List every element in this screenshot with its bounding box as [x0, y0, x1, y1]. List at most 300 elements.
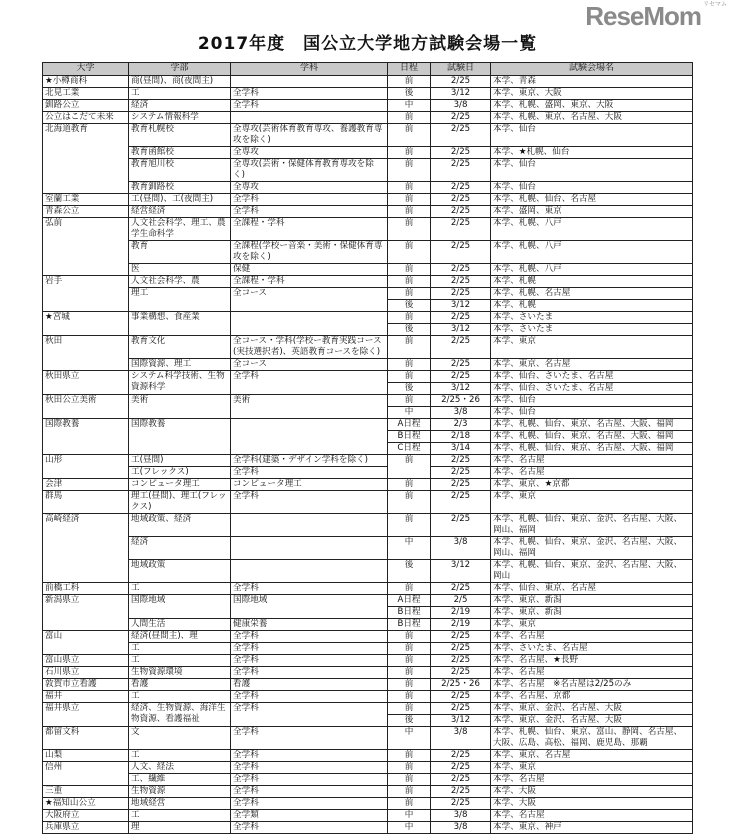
cell-exam-date: 3/8	[431, 537, 491, 560]
cell-exam-date: 3/8	[431, 810, 491, 822]
cell-venue: 本学、大阪	[491, 786, 693, 798]
cell-faculty: 工	[129, 655, 231, 667]
table-row	[43, 371, 693, 383]
cell-university: 青森公立	[43, 206, 129, 218]
cell-university: 秋田県立	[43, 371, 129, 395]
cell-department: 全学科	[231, 631, 388, 643]
cell-schedule: 中	[388, 537, 431, 560]
cell-venue: 本学、仙台、東京、名古屋	[491, 583, 693, 595]
cell-department: 全学科	[231, 691, 388, 703]
cell-department: 美術	[231, 395, 388, 419]
cell-faculty: 教育旭川校	[129, 159, 231, 182]
cell-schedule: B日程	[388, 431, 431, 443]
cell-venue: 本学、東京	[491, 619, 693, 631]
cell-venue: 本学、名古屋、京都	[491, 691, 693, 703]
cell-exam-date: 2/25	[431, 479, 491, 491]
cell-venue: 本学、札幌、仙台、東京、名古屋、大阪、福岡	[491, 419, 693, 431]
cell-schedule: 前	[388, 395, 431, 407]
cell-exam-date: 2/25	[431, 667, 491, 679]
cell-department: 全専攻	[231, 147, 388, 159]
cell-faculty: 人文社会科学、農	[129, 276, 231, 288]
cell-faculty: 人間生活	[129, 619, 231, 631]
cell-department: 全学科	[231, 727, 388, 750]
cell-schedule: 後	[388, 300, 431, 312]
cell-exam-date: 3/8	[431, 822, 491, 834]
cell-venue: 本学、青森	[491, 76, 693, 88]
cell-venue: 本学、札幌、仙台、東京、金沢、名古屋、大阪、岡山、福岡	[491, 537, 693, 560]
cell-venue: 本学、東京、金沢、名古屋、大阪	[491, 703, 693, 715]
cell-schedule: B日程	[388, 607, 431, 619]
cell-venue: 本学、仙台	[491, 407, 693, 419]
cell-exam-date: 3/12	[431, 715, 491, 727]
table-row	[43, 112, 693, 124]
cell-university: 秋田	[43, 336, 129, 371]
header-department: 学科	[231, 63, 388, 76]
cell-department: 全学科	[231, 100, 388, 112]
cell-faculty: 教育釧路校	[129, 182, 231, 194]
cell-schedule: 前	[388, 112, 431, 124]
cell-venue: 本学、名古屋	[491, 667, 693, 679]
table-row	[43, 182, 693, 194]
cell-faculty: 教育	[129, 241, 231, 264]
cell-venue: 本学、名古屋	[491, 455, 693, 467]
cell-faculty: 工	[129, 88, 231, 100]
cell-university: 北海道教育	[43, 124, 129, 194]
cell-university: 新潟県立	[43, 595, 129, 631]
cell-venue: 本学、札幌、八戸	[491, 218, 693, 241]
cell-venue: 本学、札幌、仙台、名古屋	[491, 194, 693, 206]
cell-schedule: 前	[388, 194, 431, 206]
header-venue: 試験会場名	[491, 63, 693, 76]
cell-venue: 本学、仙台	[491, 395, 693, 407]
cell-schedule: 前	[388, 774, 431, 786]
cell-venue: 本学、仙台	[491, 159, 693, 182]
table-row	[43, 514, 693, 537]
table-row	[43, 218, 693, 241]
cell-exam-date: 2/25	[431, 336, 491, 359]
cell-department: 全学科	[231, 667, 388, 679]
cell-schedule: 前	[388, 691, 431, 703]
cell-schedule: 前	[388, 750, 431, 762]
table-row	[43, 241, 693, 264]
cell-schedule: 前	[388, 655, 431, 667]
cell-venue: 本学、東京、金沢、名古屋、大阪	[491, 715, 693, 727]
cell-university: 山梨	[43, 750, 129, 762]
cell-department: 保健	[231, 264, 388, 276]
cell-venue: 本学、東京	[491, 336, 693, 359]
cell-department	[231, 537, 388, 560]
cell-faculty: 経済(昼間主)、理	[129, 631, 231, 643]
cell-department: 全学科	[231, 206, 388, 218]
cell-exam-date: 2/25・26	[431, 679, 491, 691]
cell-department: 全学科	[231, 703, 388, 727]
cell-schedule: A日程	[388, 419, 431, 431]
table-row	[43, 595, 693, 607]
cell-venue: 本学、東京、神戸	[491, 822, 693, 834]
cell-university: ★宮城	[43, 312, 129, 336]
cell-department: 全学科	[231, 750, 388, 762]
cell-schedule: 前	[388, 241, 431, 264]
cell-exam-date: 2/5	[431, 595, 491, 607]
table-row	[43, 88, 693, 100]
cell-faculty: 工(昼間)、工(夜間主)	[129, 194, 231, 206]
cell-venue: 本学、東京、★京都	[491, 479, 693, 491]
logo-kana: リセマム	[703, 2, 727, 8]
cell-schedule: 中	[388, 810, 431, 822]
cell-university: ★福知山公立	[43, 798, 129, 810]
cell-department: 全専攻	[231, 182, 388, 194]
cell-schedule: B日程	[388, 619, 431, 631]
cell-faculty: システム科学技術、生物資源科学	[129, 371, 231, 395]
cell-exam-date: 3/8	[431, 100, 491, 112]
cell-venue: 本学、札幌、仙台、東京、富山、静岡、名古屋、大阪、広島、高松、福岡、鹿児島、那覇	[491, 727, 693, 750]
table-row	[43, 159, 693, 182]
cell-faculty: 工	[129, 750, 231, 762]
table-body	[43, 76, 693, 834]
cell-exam-date: 2/25	[431, 643, 491, 655]
cell-exam-date: 2/25	[431, 631, 491, 643]
cell-university: 福井	[43, 691, 129, 703]
cell-faculty: 経済	[129, 100, 231, 112]
cell-schedule: 前	[388, 703, 431, 715]
cell-department: 全学科	[231, 655, 388, 667]
table-row	[43, 359, 693, 371]
cell-exam-date: 2/25	[431, 762, 491, 774]
cell-venue: 本学、★札幌、仙台	[491, 147, 693, 159]
cell-exam-date: 2/25	[431, 514, 491, 537]
table-row	[43, 264, 693, 276]
cell-exam-date: 2/25	[431, 241, 491, 264]
cell-university: 会津	[43, 479, 129, 491]
page-title: 2017年度 国公立大学地方試験会場一覧	[197, 34, 538, 54]
table-row	[43, 491, 693, 514]
cell-schedule: 前	[388, 786, 431, 798]
cell-venue: 本学、名古屋	[491, 631, 693, 643]
table-row	[43, 419, 693, 431]
cell-schedule: 中	[388, 407, 431, 419]
cell-schedule: A日程	[388, 595, 431, 607]
cell-faculty: 商(昼間)、商(夜間主)	[129, 76, 231, 88]
cell-exam-date: 2/25	[431, 750, 491, 762]
cell-university: 釧路公立	[43, 100, 129, 112]
cell-exam-date: 2/25	[431, 703, 491, 715]
cell-exam-date: 3/12	[431, 324, 491, 336]
cell-venue: 本学、東京、新潟	[491, 607, 693, 619]
cell-venue: 本学、名古屋	[491, 467, 693, 479]
cell-faculty: 工	[129, 810, 231, 822]
cell-department: 全専攻(芸術・保健体育教育専攻を除く)	[231, 159, 388, 182]
cell-department: 全課程・学科	[231, 276, 388, 288]
cell-venue: 本学、札幌、名古屋	[491, 288, 693, 300]
cell-venue: 本学、札幌、仙台、東京、金沢、名古屋、大阪、岡山	[491, 560, 693, 583]
cell-exam-date: 2/25	[431, 691, 491, 703]
cell-department: 全コース	[231, 359, 388, 371]
cell-department	[231, 560, 388, 583]
cell-exam-date: 2/25	[431, 206, 491, 218]
table-row	[43, 583, 693, 595]
cell-venue: 本学、名古屋	[491, 810, 693, 822]
cell-venue: 本学、東京、新潟	[491, 595, 693, 607]
cell-faculty: 工、繊維	[129, 774, 231, 786]
cell-venue: 本学、東京	[491, 762, 693, 774]
cell-university: 敦賀市立看護	[43, 679, 129, 691]
table-row	[43, 810, 693, 822]
cell-schedule: 前	[388, 206, 431, 218]
cell-faculty: 工(昼間)	[129, 455, 231, 467]
cell-schedule: 前	[388, 631, 431, 643]
cell-exam-date: 2/3	[431, 419, 491, 431]
cell-schedule: 前	[388, 679, 431, 691]
cell-schedule: 前	[388, 276, 431, 288]
cell-venue: 本学、仙台	[491, 182, 693, 194]
cell-department: 全課程(学校ー音楽・美術・保健体育専攻を除く)	[231, 241, 388, 264]
cell-exam-date: 3/8	[431, 727, 491, 750]
cell-exam-date: 3/14	[431, 443, 491, 455]
table-row	[43, 288, 693, 300]
header-row	[43, 63, 693, 76]
logo-text: ReseMom	[585, 1, 702, 31]
cell-department: 全学科	[231, 822, 388, 834]
cell-department	[231, 312, 388, 336]
cell-faculty: 事業構想、食産業	[129, 312, 231, 336]
cell-university: ★小樽商科	[43, 76, 129, 88]
cell-university: 群馬	[43, 491, 129, 514]
header-university: 大学	[43, 63, 129, 76]
cell-venue: 本学、札幌、東京、名古屋、大阪	[491, 112, 693, 124]
cell-exam-date: 2/25	[431, 182, 491, 194]
cell-university: 山形	[43, 455, 129, 479]
cell-exam-date: 2/25	[431, 359, 491, 371]
cell-department: 全学科	[231, 88, 388, 100]
cell-schedule: 後	[388, 715, 431, 727]
cell-university: 三重	[43, 786, 129, 798]
cell-venue: 本学、札幌	[491, 300, 693, 312]
cell-venue: 本学、仙台	[491, 124, 693, 147]
cell-schedule: 前	[388, 643, 431, 655]
cell-department: 全専攻(芸術体育教育専攻、養護教育専攻を除く)	[231, 124, 388, 147]
table-row	[43, 691, 693, 703]
cell-faculty: 工	[129, 643, 231, 655]
cell-university: 石川県立	[43, 667, 129, 679]
cell-faculty: 経営経済	[129, 206, 231, 218]
cell-exam-date: 2/25	[431, 288, 491, 300]
cell-faculty: コンピュータ理工	[129, 479, 231, 491]
cell-schedule: 前	[388, 76, 431, 88]
cell-university: 兵庫県立	[43, 822, 129, 834]
cell-exam-date: 2/25	[431, 798, 491, 810]
cell-exam-date: 2/25	[431, 76, 491, 88]
cell-department: 全学科	[231, 491, 388, 514]
cell-schedule: 後	[388, 560, 431, 583]
cell-exam-date: 2/25	[431, 194, 491, 206]
cell-exam-date: 2/25	[431, 124, 491, 147]
table-header	[43, 63, 693, 76]
cell-schedule: 前	[388, 514, 431, 537]
cell-venue: 本学、札幌、仙台、東京、金沢、名古屋、大阪、岡山、福岡	[491, 514, 693, 537]
cell-exam-date: 2/25	[431, 159, 491, 182]
cell-faculty: 美術	[129, 395, 231, 419]
cell-schedule: 前	[388, 312, 431, 324]
cell-venue: 本学、札幌、八戸	[491, 264, 693, 276]
cell-university: 室蘭工業	[43, 194, 129, 206]
table-row	[43, 336, 693, 359]
table-row	[43, 822, 693, 834]
cell-department: 全学科	[231, 371, 388, 395]
cell-university: 大阪府立	[43, 810, 129, 822]
cell-faculty: 国際資源、理工	[129, 359, 231, 371]
cell-venue: 本学、東京、名古屋	[491, 359, 693, 371]
cell-schedule: 前	[388, 159, 431, 182]
cell-department: 全コース・学科(学校ー教育実践コース(実技選択者)、英語教育コースを除く)	[231, 336, 388, 359]
cell-university: 国際教養	[43, 419, 129, 455]
cell-faculty: 経済	[129, 537, 231, 560]
table-row	[43, 455, 693, 467]
cell-venue: 本学、名古屋	[491, 774, 693, 786]
cell-exam-date: 2/25	[431, 491, 491, 514]
cell-university: 前橋工科	[43, 583, 129, 595]
cell-schedule: 前	[388, 798, 431, 810]
cell-faculty: 地域政策、経済	[129, 514, 231, 537]
cell-faculty: 国際地域	[129, 595, 231, 619]
table-row	[43, 727, 693, 750]
table-row	[43, 312, 693, 324]
cell-faculty: 理	[129, 822, 231, 834]
table-row	[43, 194, 693, 206]
cell-university: 都留文科	[43, 727, 129, 750]
table-row	[43, 655, 693, 667]
cell-venue: 本学、さいたま、名古屋	[491, 643, 693, 655]
cell-venue: 本学、仙台、さいたま、名古屋	[491, 371, 693, 383]
cell-faculty: 工	[129, 691, 231, 703]
cell-schedule: 前	[388, 264, 431, 276]
table-row	[43, 479, 693, 491]
cell-schedule: C日程	[388, 443, 431, 455]
cell-faculty: 生物資源環境	[129, 667, 231, 679]
cell-faculty: 教育札幌校	[129, 124, 231, 147]
cell-exam-date: 2/25	[431, 112, 491, 124]
cell-university: 富山	[43, 631, 129, 655]
cell-department: 全学科	[231, 786, 388, 798]
table-row	[43, 750, 693, 762]
table-row	[43, 124, 693, 147]
cell-schedule: 前	[388, 479, 431, 491]
cell-exam-date: 2/25	[431, 264, 491, 276]
cell-department: コンピュータ理工	[231, 479, 388, 491]
cell-schedule: 前	[388, 762, 431, 774]
cell-venue: 本学、盛岡、東京	[491, 206, 693, 218]
cell-venue: 本学、札幌、仙台、東京、名古屋、大阪、福岡	[491, 443, 693, 455]
cell-department	[231, 112, 388, 124]
cell-department	[231, 76, 388, 88]
cell-schedule: 前	[388, 182, 431, 194]
cell-faculty: 生物資源	[129, 786, 231, 798]
cell-schedule: 後	[388, 383, 431, 395]
cell-schedule: 前	[388, 288, 431, 300]
cell-venue: 本学、札幌、仙台、東京、名古屋、大阪、福岡	[491, 431, 693, 443]
cell-exam-date: 3/12	[431, 560, 491, 583]
table-row	[43, 206, 693, 218]
table-row	[43, 667, 693, 679]
cell-schedule: 前	[388, 371, 431, 383]
cell-department: 全学類	[231, 810, 388, 822]
cell-university: 信州	[43, 762, 129, 786]
cell-exam-date: 2/19	[431, 607, 491, 619]
cell-venue: 本学、札幌、八戸	[491, 241, 693, 264]
table-row	[43, 703, 693, 715]
table-row	[43, 643, 693, 655]
cell-department	[231, 514, 388, 537]
cell-exam-date: 2/18	[431, 431, 491, 443]
cell-department: 健康栄養	[231, 619, 388, 631]
table-row	[43, 147, 693, 159]
cell-venue: 本学、名古屋 ※名古屋は2/25のみ	[491, 679, 693, 691]
cell-university: 秋田公立美術	[43, 395, 129, 419]
cell-schedule: 中	[388, 100, 431, 112]
cell-exam-date: 2/25	[431, 147, 491, 159]
cell-exam-date: 2/25	[431, 467, 491, 479]
cell-university: 富山県立	[43, 655, 129, 667]
cell-venue: 本学、東京、名古屋	[491, 750, 693, 762]
cell-faculty: 工	[129, 583, 231, 595]
cell-faculty: 教育函館校	[129, 147, 231, 159]
cell-venue: 本学、東京、大阪	[491, 88, 693, 100]
cell-venue: 本学、札幌	[491, 276, 693, 288]
table-row	[43, 537, 693, 560]
cell-venue: 本学、東京	[491, 491, 693, 514]
cell-exam-date: 2/25	[431, 276, 491, 288]
table-row	[43, 467, 693, 479]
cell-university: 高崎経済	[43, 514, 129, 583]
table-row	[43, 762, 693, 774]
table-row	[43, 276, 693, 288]
cell-venue: 本学、大阪	[491, 798, 693, 810]
cell-exam-date: 2/25	[431, 371, 491, 383]
table-row	[43, 76, 693, 88]
cell-department: 全学科	[231, 762, 388, 774]
cell-venue: 本学、札幌、盛岡、東京、大阪	[491, 100, 693, 112]
header-faculty: 学部	[129, 63, 231, 76]
cell-department: 全学科	[231, 798, 388, 810]
cell-department: 全学科	[231, 774, 388, 786]
cell-department: 全コース	[231, 288, 388, 312]
cell-department: 全学科	[231, 467, 388, 479]
table-row	[43, 100, 693, 112]
table-row	[43, 560, 693, 583]
table-row	[43, 798, 693, 810]
cell-exam-date: 2/25・26	[431, 395, 491, 407]
cell-department: 全課程・学科	[231, 218, 388, 241]
resemom-logo	[585, 1, 727, 31]
cell-university: 弘前	[43, 218, 129, 276]
cell-exam-date: 3/8	[431, 407, 491, 419]
cell-department: 国際地域	[231, 595, 388, 619]
cell-schedule: 中	[388, 822, 431, 834]
header-exam-date: 試験日	[431, 63, 491, 76]
cell-venue: 本学、名古屋、★長野	[491, 655, 693, 667]
cell-schedule: 中	[388, 727, 431, 750]
cell-schedule: 前	[388, 218, 431, 241]
cell-schedule: 前	[388, 455, 431, 479]
table-row	[43, 395, 693, 407]
cell-exam-date: 3/12	[431, 300, 491, 312]
cell-faculty: 理工	[129, 288, 231, 312]
cell-exam-date: 2/19	[431, 619, 491, 631]
cell-faculty: 地域政策	[129, 560, 231, 583]
table-row	[43, 619, 693, 631]
cell-exam-date: 2/25	[431, 218, 491, 241]
cell-faculty: 人文社会科学、理工、農学生命科学	[129, 218, 231, 241]
cell-exam-date: 2/25	[431, 583, 491, 595]
